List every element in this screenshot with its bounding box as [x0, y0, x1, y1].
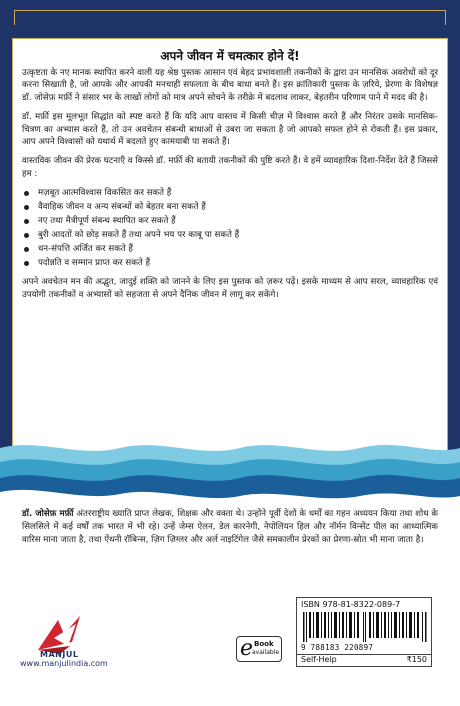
ebook-label: Book	[254, 640, 274, 648]
frame-border-top	[14, 10, 446, 25]
publisher-name: MANJUL	[40, 650, 79, 659]
ebook-available: available	[252, 649, 280, 656]
list-item: मज़बूत आत्मविश्वास विकसित कर सकते हैं	[22, 187, 438, 199]
ebook-badge	[236, 636, 282, 662]
benefit-list	[22, 187, 438, 269]
paragraph-examples: वास्तविक जीवन की प्रेरक घटनाएँ व किस्से डॉ. मर्फ़ी की बतायी तकनीकों की पुष्टि करते हैं। वे हमें व्यावहारिक दिशा-निर्देश देते हैं जिससे हम :	[22, 156, 438, 179]
ebook-e-icon: e	[240, 636, 254, 661]
publisher-url: www.manjulindia.com	[20, 659, 108, 668]
list-item: नए तथा मैत्रीपूर्ण संबन्ध स्थापित कर सकते हैं	[22, 215, 438, 227]
list-item: वैवाहिक जीवन व अन्य संबन्धों को बेहतर बना सकते हैं	[22, 201, 438, 213]
author-bio-text: अंतरराष्ट्रीय ख्याति प्राप्त लेखक, शिक्षक और वक्ता थे। उन्होंने पूर्वी देशों के धर्मों का गहन अध्ययन किया तथा शोध के सिलसिले में कई वर्षों तक भारत में भी रहे। उन्हें जेम्स ऐलन, डेल कारनेगी, नेपोलियन हिल और नॉर्मन विन्सेंट पील का आध्यात्मिक वारिस माना जाता है, तथा ऐंथनी रॉबिन्स, ज़िग ज़िग्लर और अर्ल नाइटिंगेल जैसे समकालीन प्रेरकों का प्रेरणा-स्रोत भी माना जाता है।	[22, 509, 439, 545]
isbn-number: 9 788183 220897	[301, 643, 374, 652]
book-price: ₹150	[406, 655, 427, 664]
description-body	[22, 67, 438, 308]
description-panel	[12, 38, 448, 453]
headline: अपने जीवन में चमत्कार होने दें!	[160, 49, 300, 63]
isbn-box	[296, 597, 432, 667]
barcode-icon	[303, 612, 427, 642]
list-item: धन-संपत्ति अर्जित कर सकते हैं	[22, 243, 438, 255]
list-item: पदोन्नति व सम्मान प्राप्त कर सकते हैं	[22, 257, 438, 269]
list-item: बुरी आदतों को छोड़ सकते हैं तथा अपने भय पर काबू पा सकते हैं	[22, 229, 438, 241]
author-bio	[22, 508, 438, 547]
paragraph-intro: उत्कृष्टता के नए मानक स्थापित करने वाली यह श्रेष्ठ पुस्तक आसान एवं बेहद प्रभावशाली तकनीकों के द्वारा उन मानसिक अवरोधों को दूर करना सिखाती है, जो आपके और आपकी मनचाही सफलता के बीच बाधा बनते हैं। इस क्रांतिकारी पुस्तक के ज़रिये, प्रेरणा के विशेषज्ञ डॉ. जोसेफ़ मर्फ़ी ने संसार भर के लाखों लोगों को मात्र अपने सोचने के तरीक़े में बदलाव लाकर, बेहतरीन परिणाम पाने में मदद की है।	[22, 68, 438, 103]
paragraph-closing: अपने अवचेतन मन की अद्भुत, जादुई शक्ति को जानने के लिए इस पुस्तक को ज़रूर पढ़ें। इसके माध्यम से आप सरल, व्यावहारिक एवं उपयोगी तकनीकों व अभ्यासों को सहजता से अपने दैनिक जीवन में लागू कर सकेंगे।	[22, 277, 438, 300]
author-name: डॉ. जोसेफ़ मर्फ़ी	[22, 509, 74, 519]
book-category: Self-Help	[301, 655, 337, 664]
paragraph-principle: डॉ. मर्फ़ी इस मूलभूत सिद्धांत को स्पष्ट करते हैं कि यदि आप वास्तव में किसी चीज़ में विश्वास करते हैं और निरंतर उसके मानसिक-चित्रण का अभ्यास करते हैं, तो उन अवचेतन संबन्धी बाधाओं से उबरा जा सकता है जो आपको सफल होने से रोकती हैं। इस प्रकार, आप अपने विश्वासों को यथार्थ में बदलते हुए कामयाबी पा सकते हैं।	[22, 112, 438, 148]
isbn-label: ISBN 978-81-8322-089-7	[301, 600, 401, 609]
